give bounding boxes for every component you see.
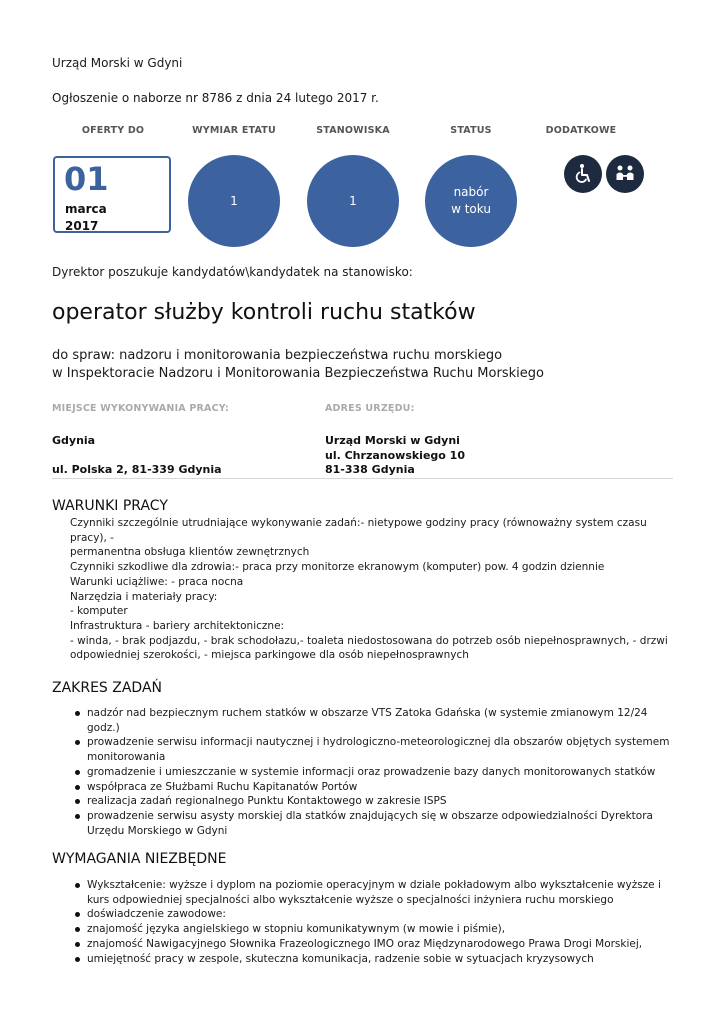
condition-line: - winda, - brak podjazdu, - brak schodołazu,- toaleta niedostosowana do potrzeb osób niepełnosprawnych, - drzwi (70, 634, 668, 647)
employment-value: 1 (230, 193, 238, 208)
condition-line: odpowiedniej szerokości, - miejsca parkingowe dla osób niepełnosprawnych (70, 649, 469, 662)
tasks-list (75, 706, 675, 838)
notice-title: Ogłoszenie o naborze nr 8786 z dnia 24 lutego 2017 r. (52, 91, 379, 105)
requirement-item: umiejętność pracy w zespole, skuteczna komunikacja, radzenie sobie w sytuacjach kryzysowych (75, 952, 675, 967)
status-label: STATUS (450, 125, 492, 136)
office-address-label: ADRES URZĘDU: (325, 403, 415, 414)
requirement-item: doświadczenie zawodowe: (75, 907, 675, 922)
task-item: gromadzenie i umieszczanie w systemie informacji oraz prowadzenie bazy danych monitorowanych statków (75, 765, 675, 780)
requirements-list (75, 878, 675, 966)
task-item: współpraca ze Służbami Ruchu Kapitanatów Portów (75, 780, 675, 795)
divider (52, 478, 673, 479)
requirement-item: Wykształcenie: wyższe i dyplom na poziomie operacyjnym w dziale pokładowym albo wykształcenie wyższe i kurs odpowiedniej specjalności albo wykształcenie wyższe o specjalności inżyniera ruchu morskiego (75, 878, 675, 907)
organization-name: Urząd Morski w Gdyni (52, 56, 183, 70)
people-icon (606, 155, 644, 193)
office-street: ul. Chrzanowskiego 10 (325, 449, 465, 462)
status-line1: nabór (453, 185, 489, 199)
requirement-item: znajomość języka angielskiego w stopniu komunikatywnym (w mowie i piśmie), (75, 922, 675, 937)
condition-line: permanentna obsługa klientów zewnętrznych (70, 546, 310, 559)
deadline-year: 2017 (65, 219, 99, 233)
tasks-heading: ZAKRES ZADAŃ (52, 680, 163, 696)
status-line2: w toku (451, 202, 491, 216)
task-item: nadzór nad bezpiecznym ruchem statków w obszarze VTS Zatoka Gdańska (w systemie zmianowym 12/24 godz.) (75, 706, 675, 735)
workplace-label: MIEJSCE WYKONYWANIA PRACY: (52, 403, 230, 414)
requirements-heading: WYMAGANIA NIEZBĘDNE (52, 851, 227, 867)
condition-line: - komputer (70, 605, 128, 618)
employment-label: WYMIAR ETATU (192, 125, 276, 136)
condition-line: Narzędzia i materiały pracy: (70, 590, 218, 603)
requirement-item: znajomość Nawigacyjnego Słownika Frazeologicznego IMO oraz Międzynarodowego Prawa Drogi Morskiej, (75, 937, 675, 952)
offers-until-label: OFERTY DO (81, 125, 145, 136)
deadline-month: marca (65, 202, 107, 216)
conditions-list (70, 516, 670, 663)
condition-line: Czynniki szkodliwe dla zdrowia:- praca przy monitorze ekranowym (komputer) pow. 4 godzin dziennie (70, 561, 605, 574)
positions-label: STANOWISKA (316, 125, 390, 136)
status-circle (425, 155, 517, 247)
conditions-heading: WARUNKI PRACY (52, 498, 168, 514)
department-info (52, 347, 544, 383)
workplace-address: ul. Polska 2, 81-339 Gdynia (52, 463, 222, 476)
task-item: prowadzenie serwisu informacji nautycznej i hydrologiczno-meteorologicznej dla obszarów objętych systemem monitorowania (75, 735, 675, 764)
office-city: 81-338 Gdynia (325, 463, 415, 476)
position-title: operator służby kontroli ruchu statków (52, 300, 476, 325)
office-name: Urząd Morski w Gdyni (325, 434, 460, 447)
offers-deadline-box (53, 156, 171, 233)
task-item: prowadzenie serwisu asysty morskiej dla statków znajdujących się w obszarze odpowiedzialności Dyrektora Urzędu Morskiego w Gdyni (75, 809, 675, 838)
condition-line: Czynniki szczególnie utrudniające wykonywanie zadań:- nietypowe godziny pracy (równoważny system czasu pracy), - (70, 517, 651, 544)
intro-text: Dyrektor poszukuje kandydatów\kandydatek na stanowisko: (52, 265, 413, 279)
task-item: realizacja zadań regionalnego Punktu Kontaktowego w zakresie ISPS (75, 794, 675, 809)
workplace-city: Gdynia (52, 434, 96, 447)
condition-line: Infrastruktura - bariery architektoniczne: (70, 619, 285, 632)
positions-circle (307, 155, 399, 247)
condition-line: Warunki uciążliwe: - praca nocna (70, 575, 244, 588)
department-line2: w Inspektoracie Nadzoru i Monitorowania Bezpieczeństwa Ruchu Morskiego (52, 366, 544, 381)
wheelchair-icon (564, 155, 602, 193)
positions-value: 1 (349, 193, 357, 208)
employment-circle (188, 155, 280, 247)
deadline-day: 01 (64, 160, 109, 198)
extra-label: DODATKOWE (545, 125, 617, 136)
department-line1: do spraw: nadzoru i monitorowania bezpieczeństwa ruchu morskiego (52, 348, 503, 363)
